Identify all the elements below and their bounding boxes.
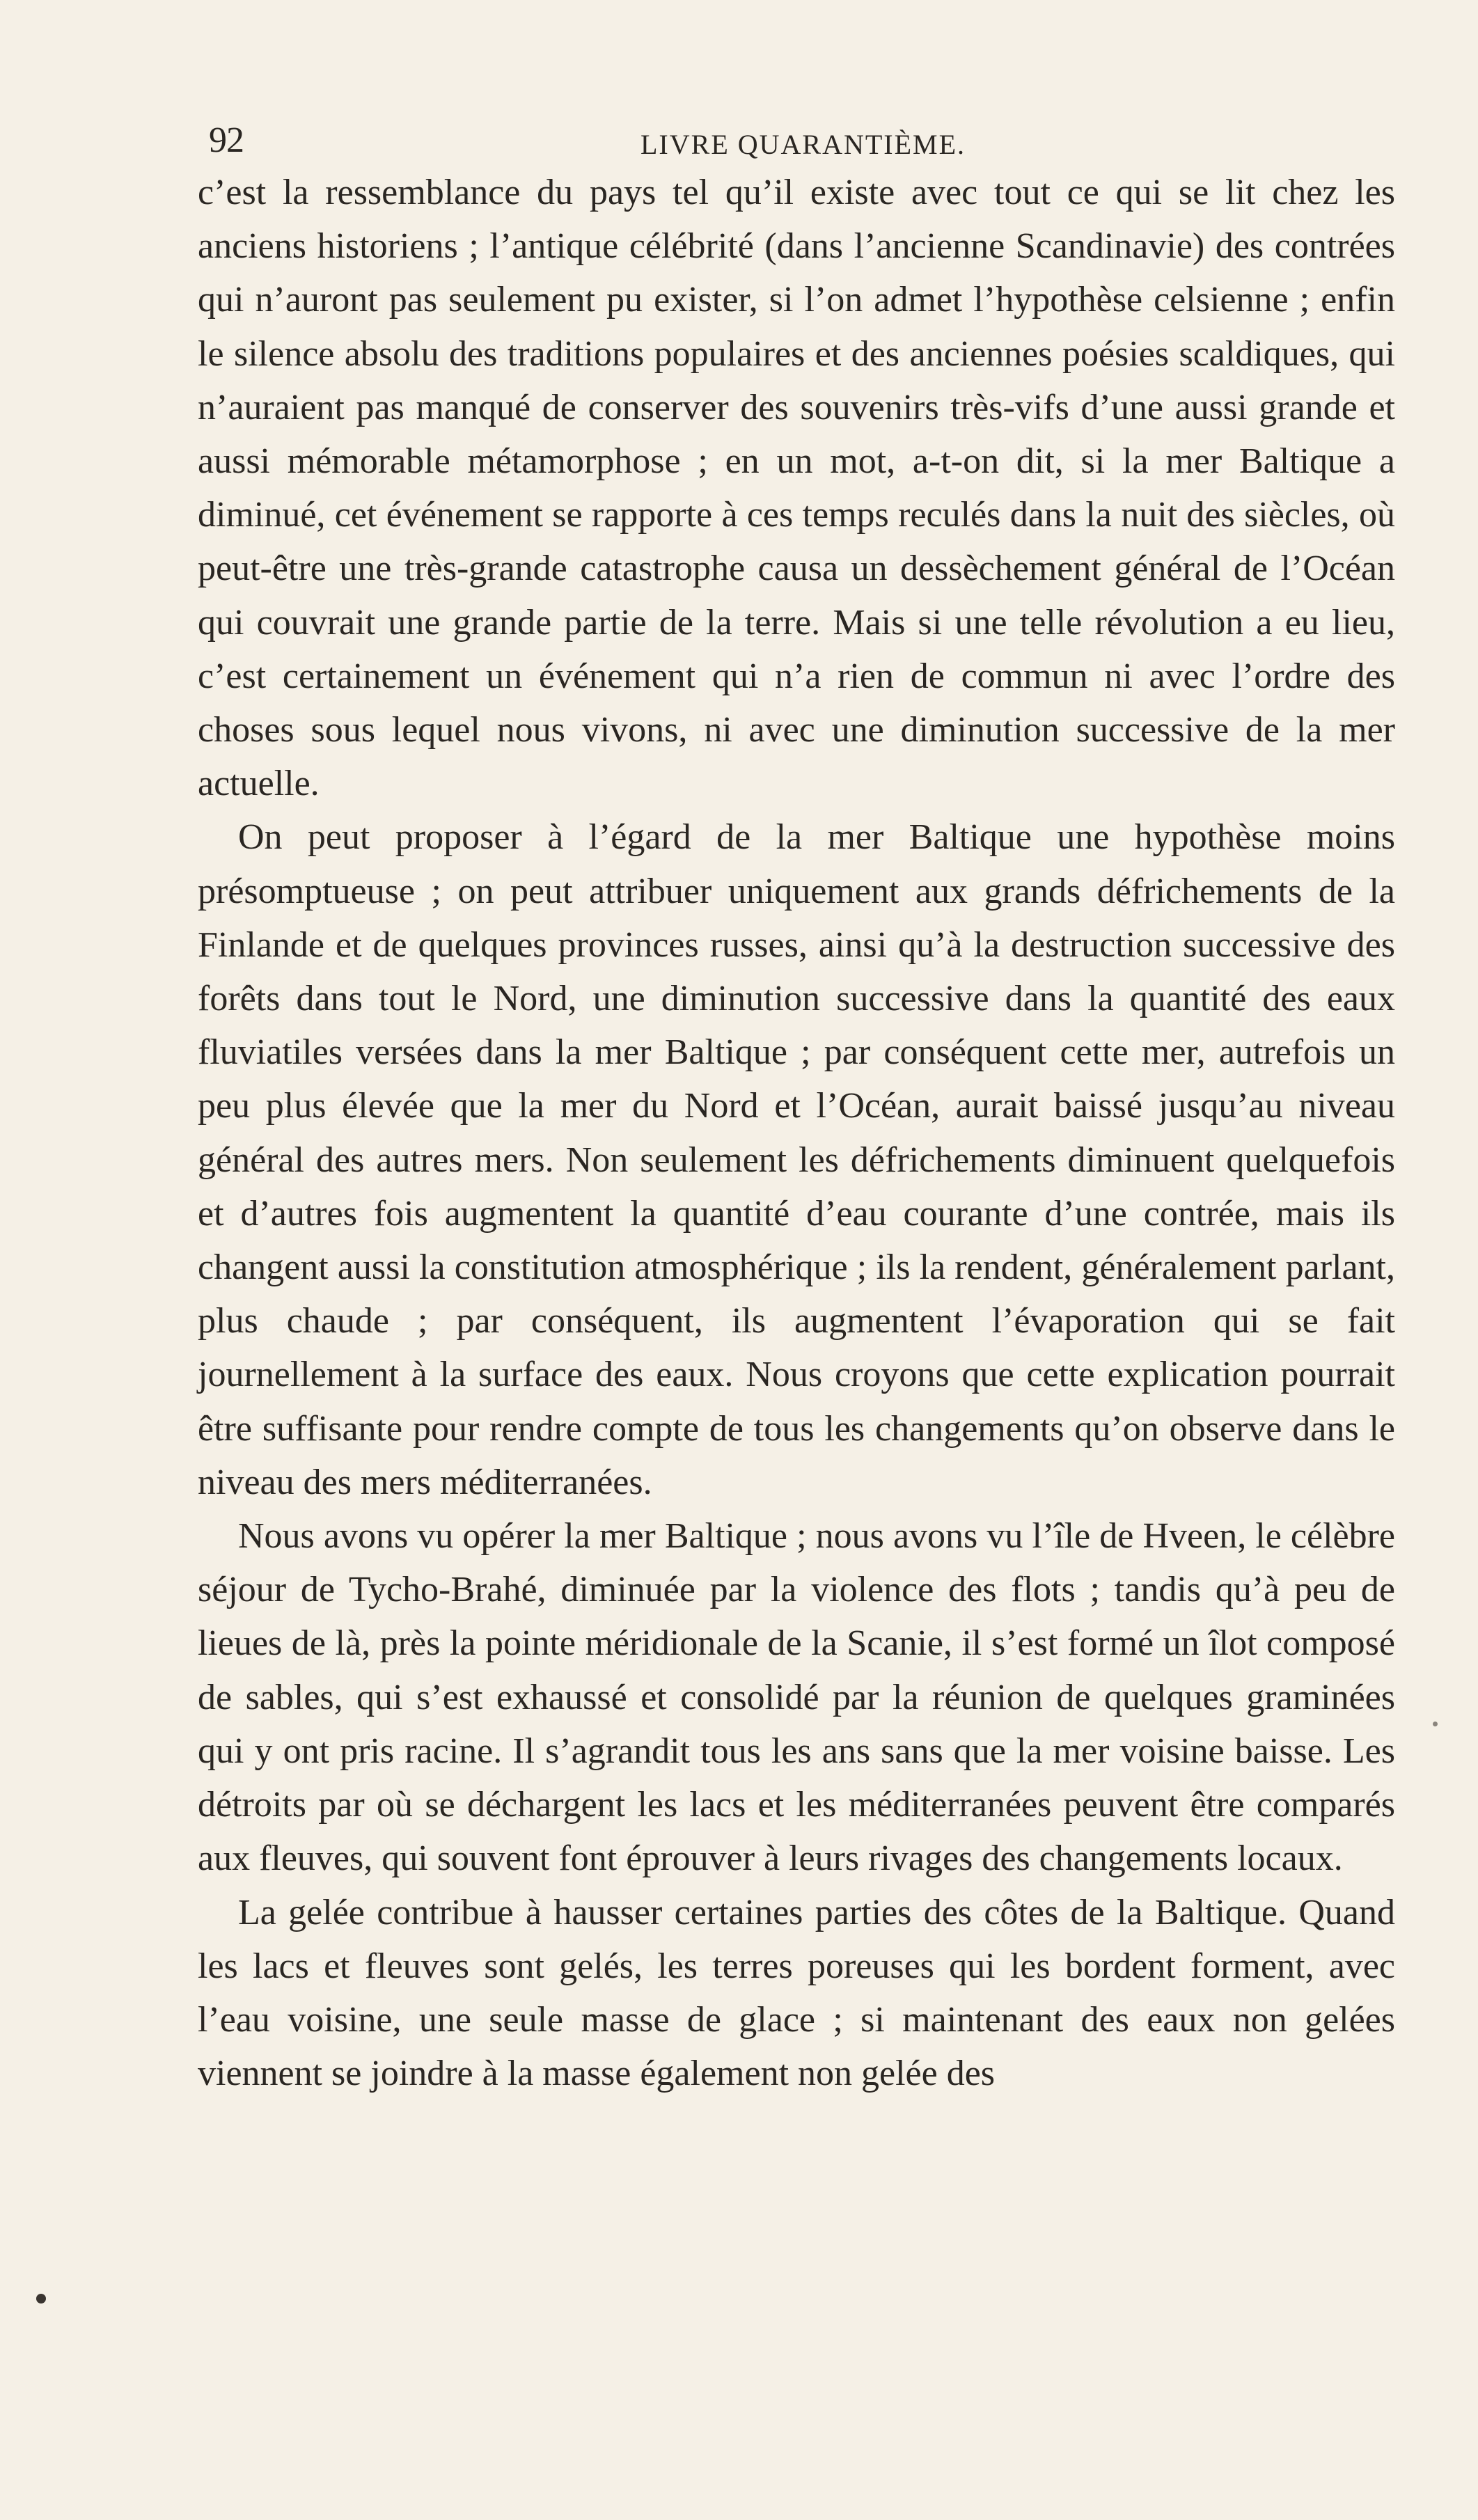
paragraph-1: c’est la ressemblance du pays tel qu’il existe avec tout ce qui se lit chez les anciens historiens ; l’antique célébrité (dans l’ancienne Scandinavie) des contrées qui n’auront pas seulement pu exister, si l’on admet l’hypothèse celsienne ; enfin le silence absolu des traditions populaires et des anciennes poésies scaldiques, qui n’auraient pas manqué de conserver des souvenirs très-vifs d’une aussi grande et aussi mémorable métamorphose ; en un mot, a-t-on dit, si la mer Baltique a diminué, cet événement se rapporte à ces temps reculés dans la nuit des siècles, où peut-être une très-grande catastrophe causa un dessèchement général de l’Océan qui couvrait une grande partie de la terre. Mais si une telle révolution a eu lieu, c’est certainement un événement qui n’a rien de commun ni avec l’ordre des choses sous lequel nous vivons, ni avec une diminution successive de la mer actuelle. <box>198 173 1395 804</box>
paragraph-2: On peut proposer à l’égard de la mer Baltique une hypothèse moins présomptueuse ; on peut attribuer uniquement aux grands défrichements de la Finlande et de quelques provinces russes, ainsi qu’à la destruction successive des forêts dans tout le Nord, une diminution successive dans la quantité des eaux fluviatiles versées dans la mer Baltique ; par conséquent cette mer, autrefois un peu plus élevée que la mer du Nord et l’Océan, aurait baissé jusqu’au niveau général des autres mers. Non seulement les défrichements diminuent quelquefois et d’autres fois augmentent la quantité d’eau courante d’une contrée, mais ils changent aussi la constitution atmosphérique ; ils la rendent, généralement parlant, plus chaude ; par conséquent, ils augmentent l’évaporation qui se fait journellement à la surface des eaux. Nous croyons que cette explication pourrait être suffisante pour rendre compte de tous les changements qu’on observe dans le niveau des mers méditerranées. <box>198 817 1395 1502</box>
margin-speck-mark <box>1433 1722 1438 1726</box>
page-header <box>209 120 1392 162</box>
running-title: LIVRE QUARANTIÈME. <box>640 129 966 160</box>
paragraph-3: Nous avons vu opérer la mer Baltique ; nous avons vu l’île de Hveen, le célèbre séjour de Tycho-Brahé, diminuée par la violence des flots ; tandis qu’à peu de lieues de là, près la pointe méridionale de la Scanie, il s’est formé un îlot composé de sables, qui s’est exhaussé et consolidé par la réunion de quelques graminées qui y ont pris racine. Il s’agrandit tous les ans sans que la mer voisine baisse. Les détroits par où se déchargent les lacs et les méditerranées peuvent être comparés aux fleuves, qui souvent font éprouver à leurs rivages des changements locaux. <box>198 1516 1395 1879</box>
page-number: 92 <box>209 120 244 160</box>
body-text <box>198 166 1395 2100</box>
paragraph-4: La gelée contribue à hausser certaines parties des côtes de la Baltique. Quand les lacs et fleuves sont gelés, les terres poreuses qui les bordent forment, avec l’eau voisine, une seule masse de glace ; si maintenant des eaux non gelées viennent se joindre à la masse également non gelée des <box>198 1892 1395 2094</box>
ink-dot-mark <box>36 2294 46 2304</box>
